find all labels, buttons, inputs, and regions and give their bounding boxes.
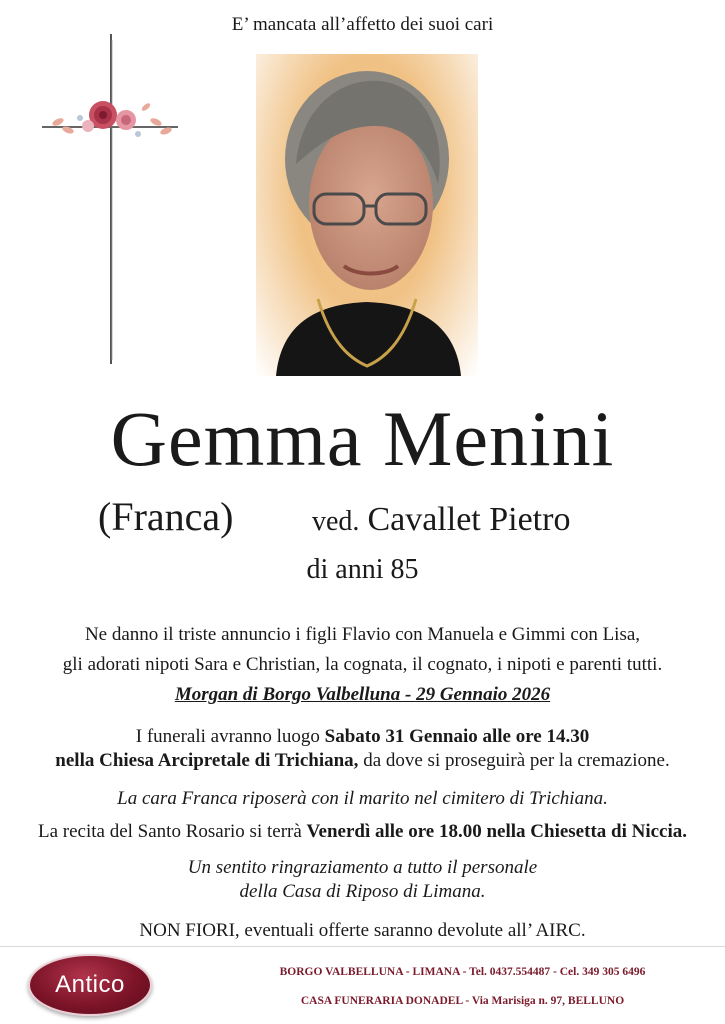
widow-of [312, 500, 570, 542]
portrait-photo [256, 54, 478, 376]
funeral-home-logo [28, 954, 152, 1016]
intro-text: E’ mancata all’affetto dei suoi cari [231, 14, 494, 35]
nickname: (Franca) [98, 494, 234, 539]
rosary-text: La recita del Santo Rosario si terrà [37, 821, 307, 842]
thanks-line: Un sentito ringraziamento a tutto il personale [187, 857, 538, 878]
funeral-datetime: Sabato 31 Gennaio alle ore 14.30 [324, 726, 590, 747]
footer-address: CASA FUNERARIA DONADEL - Via Marisiga n. 97, BELLUNO [300, 995, 625, 1007]
no-flowers-note: NON FIORI, eventuali offerte saranno devolute all’ AIRC. [139, 920, 586, 941]
cross-flowers-icon [38, 30, 188, 370]
funeral-text: da dove si proseguirà per la cremazione. [358, 750, 670, 771]
footer-contacts: BORGO VALBELLUNA - LIMANA - Tel. 0437.554487 - Cel. 349 305 6496 [279, 966, 646, 978]
footer-divider [0, 946, 725, 947]
rosary-line [0, 817, 725, 847]
age: di anni 85 [306, 554, 419, 585]
nickname-row [0, 494, 725, 540]
logo-text: Antico [55, 971, 125, 998]
deceased-name: Gemma Menini [110, 395, 615, 482]
funeral-line [0, 746, 725, 776]
spouse-name: Cavallet Pietro [367, 501, 571, 538]
resting-place: La cara Franca riposerà con il marito nel cimitero di Trichiana. [117, 788, 608, 809]
funeral-text: I funerali avranno luogo [135, 726, 325, 747]
funeral-church: nella Chiesa Arcipretale di Trichiana, [55, 750, 359, 771]
thanks-line: della Casa di Riposo di Limana. [239, 881, 486, 902]
place-date: Morgan di Borgo Valbelluna - 29 Gennaio 2026 [174, 684, 551, 705]
thanks [0, 856, 725, 904]
widow-prefix: ved. [312, 506, 360, 537]
announcement [0, 620, 725, 680]
rosary-datetime: Venerdì alle ore 18.00 nella Chiesetta di Niccia. [306, 821, 688, 842]
announcement-line: Ne danno il triste annuncio i figli Flavio con Manuela e Gimmi con Lisa, [84, 624, 641, 645]
announcement-line: gli adorati nipoti Sara e Christian, la cognata, il cognato, i nipoti e parenti tutti. [62, 654, 663, 675]
